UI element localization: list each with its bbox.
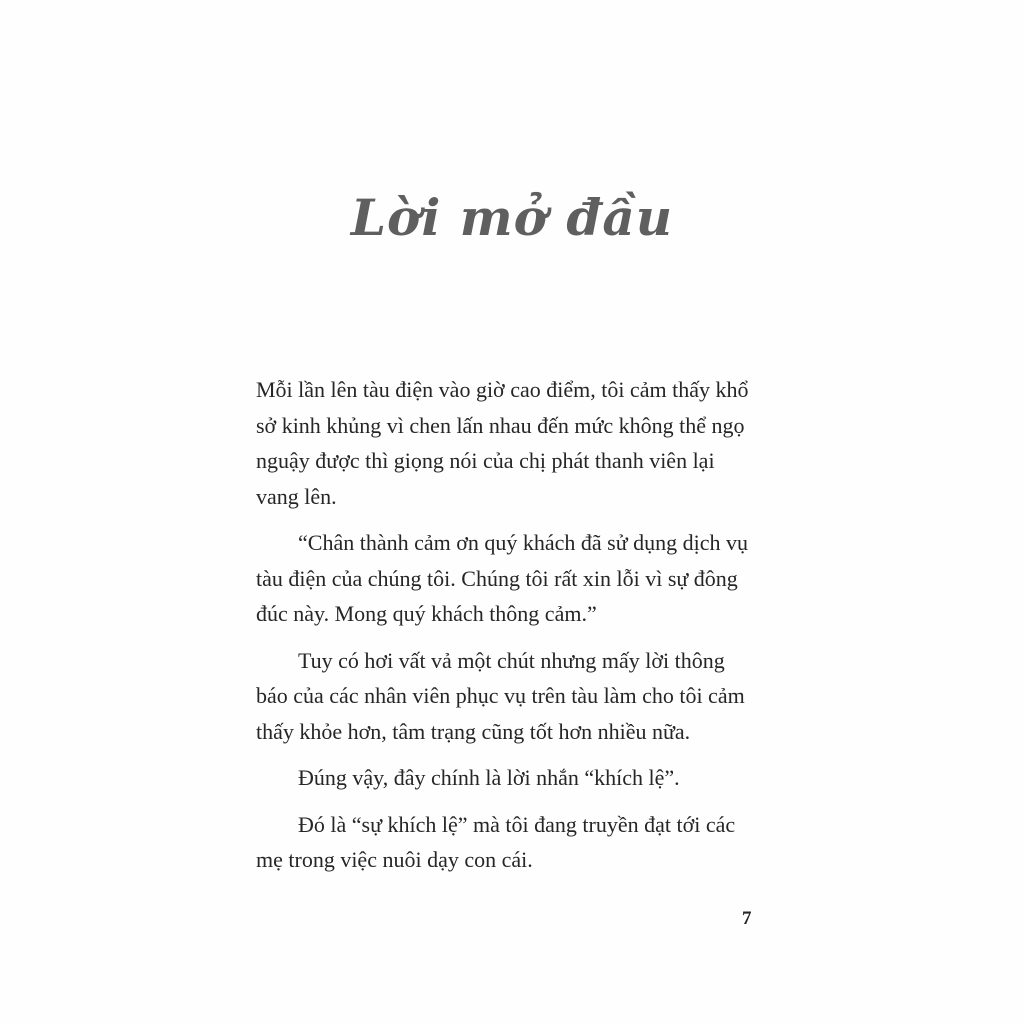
chapter-title: Lời mở đầu: [350, 188, 674, 247]
chapter-body: [256, 372, 756, 889]
paragraph-2: “Chân thành cảm ơn quý khách đã sử dụng dịch vụ tàu điện của chúng tôi. Chúng tôi rất xin lỗi vì sự đông đúc này. Mong quý khách thông cảm.”: [256, 530, 749, 626]
paragraph-3: Tuy có hơi vất vả một chút nhưng mấy lời thông báo của các nhân viên phục vụ trên tàu làm cho tôi cảm thấy khỏe hơn, tâm trạng cũng tốt hơn nhiều nữa.: [256, 647, 745, 744]
paragraph-5: Đó là “sự khích lệ” mà tôi đang truyền đạt tới các mẹ trong việc nuôi dạy con cái.: [256, 811, 736, 872]
paragraph-4: Đúng vậy, đây chính là lời nhắn “khích lệ”.: [298, 765, 680, 790]
page-number: 7: [742, 908, 752, 929]
paragraph-1: Mỗi lần lên tàu điện vào giờ cao điểm, tôi cảm thấy khổ sở kinh khủng vì chen lấn nhau đến mức không thể ngọ nguậy được thì giọng nói của chị phát thanh viên lại vang lên.: [256, 377, 749, 509]
